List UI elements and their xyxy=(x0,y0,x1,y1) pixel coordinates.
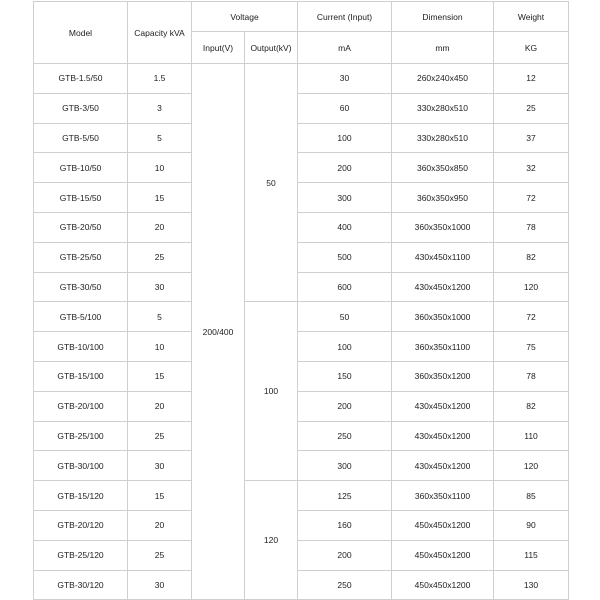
capacity-cell: 30 xyxy=(128,451,192,481)
header-capacity: Capacity kVA xyxy=(128,2,192,64)
table-row xyxy=(34,540,569,570)
header-current: Current (Input) xyxy=(298,2,392,32)
model-cell: GTB-10/50 xyxy=(34,153,128,183)
current-cell: 60 xyxy=(298,93,392,123)
capacity-cell: 20 xyxy=(128,212,192,242)
table-row xyxy=(34,391,569,421)
dimension-cell: 360x350x1100 xyxy=(392,481,494,511)
dimension-cell: 450x450x1200 xyxy=(392,570,494,600)
weight-cell: 110 xyxy=(494,421,569,451)
capacity-cell: 20 xyxy=(128,391,192,421)
dimension-cell: 430x450x1200 xyxy=(392,451,494,481)
spec-table xyxy=(33,1,569,600)
table-row xyxy=(34,93,569,123)
capacity-cell: 3 xyxy=(128,93,192,123)
model-cell: GTB-20/50 xyxy=(34,212,128,242)
capacity-cell: 25 xyxy=(128,242,192,272)
current-cell: 600 xyxy=(298,272,392,302)
current-cell: 30 xyxy=(298,64,392,94)
table-row xyxy=(34,64,569,94)
header-dimension-unit: mm xyxy=(392,32,494,64)
weight-cell: 82 xyxy=(494,391,569,421)
current-cell: 500 xyxy=(298,242,392,272)
weight-cell: 75 xyxy=(494,332,569,362)
weight-cell: 130 xyxy=(494,570,569,600)
model-cell: GTB-3/50 xyxy=(34,93,128,123)
capacity-cell: 5 xyxy=(128,123,192,153)
current-cell: 200 xyxy=(298,391,392,421)
table-row xyxy=(34,302,569,332)
table-row xyxy=(34,451,569,481)
capacity-cell: 5 xyxy=(128,302,192,332)
capacity-cell: 30 xyxy=(128,570,192,600)
table-row xyxy=(34,570,569,600)
header-weight-unit: KG xyxy=(494,32,569,64)
model-cell: GTB-30/100 xyxy=(34,451,128,481)
dimension-cell: 430x450x1200 xyxy=(392,391,494,421)
current-cell: 160 xyxy=(298,510,392,540)
dimension-cell: 360x350x1000 xyxy=(392,302,494,332)
table-row xyxy=(34,332,569,362)
table-row xyxy=(34,183,569,213)
capacity-cell: 1.5 xyxy=(128,64,192,94)
weight-cell: 37 xyxy=(494,123,569,153)
current-cell: 250 xyxy=(298,421,392,451)
header-row-1 xyxy=(34,2,569,32)
model-cell: GTB-15/100 xyxy=(34,361,128,391)
weight-cell: 25 xyxy=(494,93,569,123)
dimension-cell: 360x350x950 xyxy=(392,183,494,213)
header-model: Model xyxy=(34,2,128,64)
model-cell: GTB-25/100 xyxy=(34,421,128,451)
table-row xyxy=(34,123,569,153)
weight-cell: 115 xyxy=(494,540,569,570)
current-cell: 200 xyxy=(298,153,392,183)
dimension-cell: 360x350x850 xyxy=(392,153,494,183)
capacity-cell: 15 xyxy=(128,361,192,391)
table-row xyxy=(34,421,569,451)
weight-cell: 32 xyxy=(494,153,569,183)
header-current-unit: mA xyxy=(298,32,392,64)
table-row xyxy=(34,361,569,391)
weight-cell: 78 xyxy=(494,212,569,242)
dimension-cell: 360x350x1000 xyxy=(392,212,494,242)
current-cell: 250 xyxy=(298,570,392,600)
model-cell: GTB-25/120 xyxy=(34,540,128,570)
output-voltage-cell: 100 xyxy=(245,302,298,481)
capacity-cell: 25 xyxy=(128,421,192,451)
dimension-cell: 430x450x1200 xyxy=(392,421,494,451)
table-row xyxy=(34,510,569,540)
current-cell: 125 xyxy=(298,481,392,511)
header-input-voltage: Input(V) xyxy=(192,32,245,64)
table-row xyxy=(34,481,569,511)
model-cell: GTB-20/100 xyxy=(34,391,128,421)
dimension-cell: 360x350x1200 xyxy=(392,361,494,391)
capacity-cell: 15 xyxy=(128,183,192,213)
current-cell: 100 xyxy=(298,332,392,362)
dimension-cell: 260x240x450 xyxy=(392,64,494,94)
current-cell: 300 xyxy=(298,451,392,481)
weight-cell: 78 xyxy=(494,361,569,391)
current-cell: 300 xyxy=(298,183,392,213)
header-voltage: Voltage xyxy=(192,2,298,32)
weight-cell: 82 xyxy=(494,242,569,272)
input-voltage-cell: 200/400 xyxy=(192,64,245,600)
model-cell: GTB-30/120 xyxy=(34,570,128,600)
dimension-cell: 450x450x1200 xyxy=(392,510,494,540)
dimension-cell: 330x280x510 xyxy=(392,93,494,123)
header-dimension: Dimension xyxy=(392,2,494,32)
table-row xyxy=(34,242,569,272)
table-row xyxy=(34,212,569,242)
capacity-cell: 25 xyxy=(128,540,192,570)
model-cell: GTB-25/50 xyxy=(34,242,128,272)
weight-cell: 120 xyxy=(494,272,569,302)
dimension-cell: 360x350x1100 xyxy=(392,332,494,362)
model-cell: GTB-5/50 xyxy=(34,123,128,153)
weight-cell: 12 xyxy=(494,64,569,94)
current-cell: 50 xyxy=(298,302,392,332)
dimension-cell: 330x280x510 xyxy=(392,123,494,153)
model-cell: GTB-20/120 xyxy=(34,510,128,540)
weight-cell: 85 xyxy=(494,481,569,511)
header-weight: Weight xyxy=(494,2,569,32)
model-cell: GTB-15/120 xyxy=(34,481,128,511)
model-cell: GTB-10/100 xyxy=(34,332,128,362)
weight-cell: 120 xyxy=(494,451,569,481)
table-row xyxy=(34,272,569,302)
capacity-cell: 10 xyxy=(128,332,192,362)
dimension-cell: 430x450x1200 xyxy=(392,272,494,302)
header-output-voltage: Output(kV) xyxy=(245,32,298,64)
model-cell: GTB-5/100 xyxy=(34,302,128,332)
model-cell: GTB-1.5/50 xyxy=(34,64,128,94)
model-cell: GTB-15/50 xyxy=(34,183,128,213)
capacity-cell: 15 xyxy=(128,481,192,511)
weight-cell: 72 xyxy=(494,302,569,332)
capacity-cell: 20 xyxy=(128,510,192,540)
current-cell: 400 xyxy=(298,212,392,242)
table-row xyxy=(34,153,569,183)
capacity-cell: 30 xyxy=(128,272,192,302)
current-cell: 150 xyxy=(298,361,392,391)
spec-table-container xyxy=(33,1,569,600)
weight-cell: 90 xyxy=(494,510,569,540)
current-cell: 100 xyxy=(298,123,392,153)
capacity-cell: 10 xyxy=(128,153,192,183)
weight-cell: 72 xyxy=(494,183,569,213)
dimension-cell: 450x450x1200 xyxy=(392,540,494,570)
current-cell: 200 xyxy=(298,540,392,570)
output-voltage-cell: 50 xyxy=(245,64,298,302)
model-cell: GTB-30/50 xyxy=(34,272,128,302)
dimension-cell: 430x450x1100 xyxy=(392,242,494,272)
output-voltage-cell: 120 xyxy=(245,481,298,600)
